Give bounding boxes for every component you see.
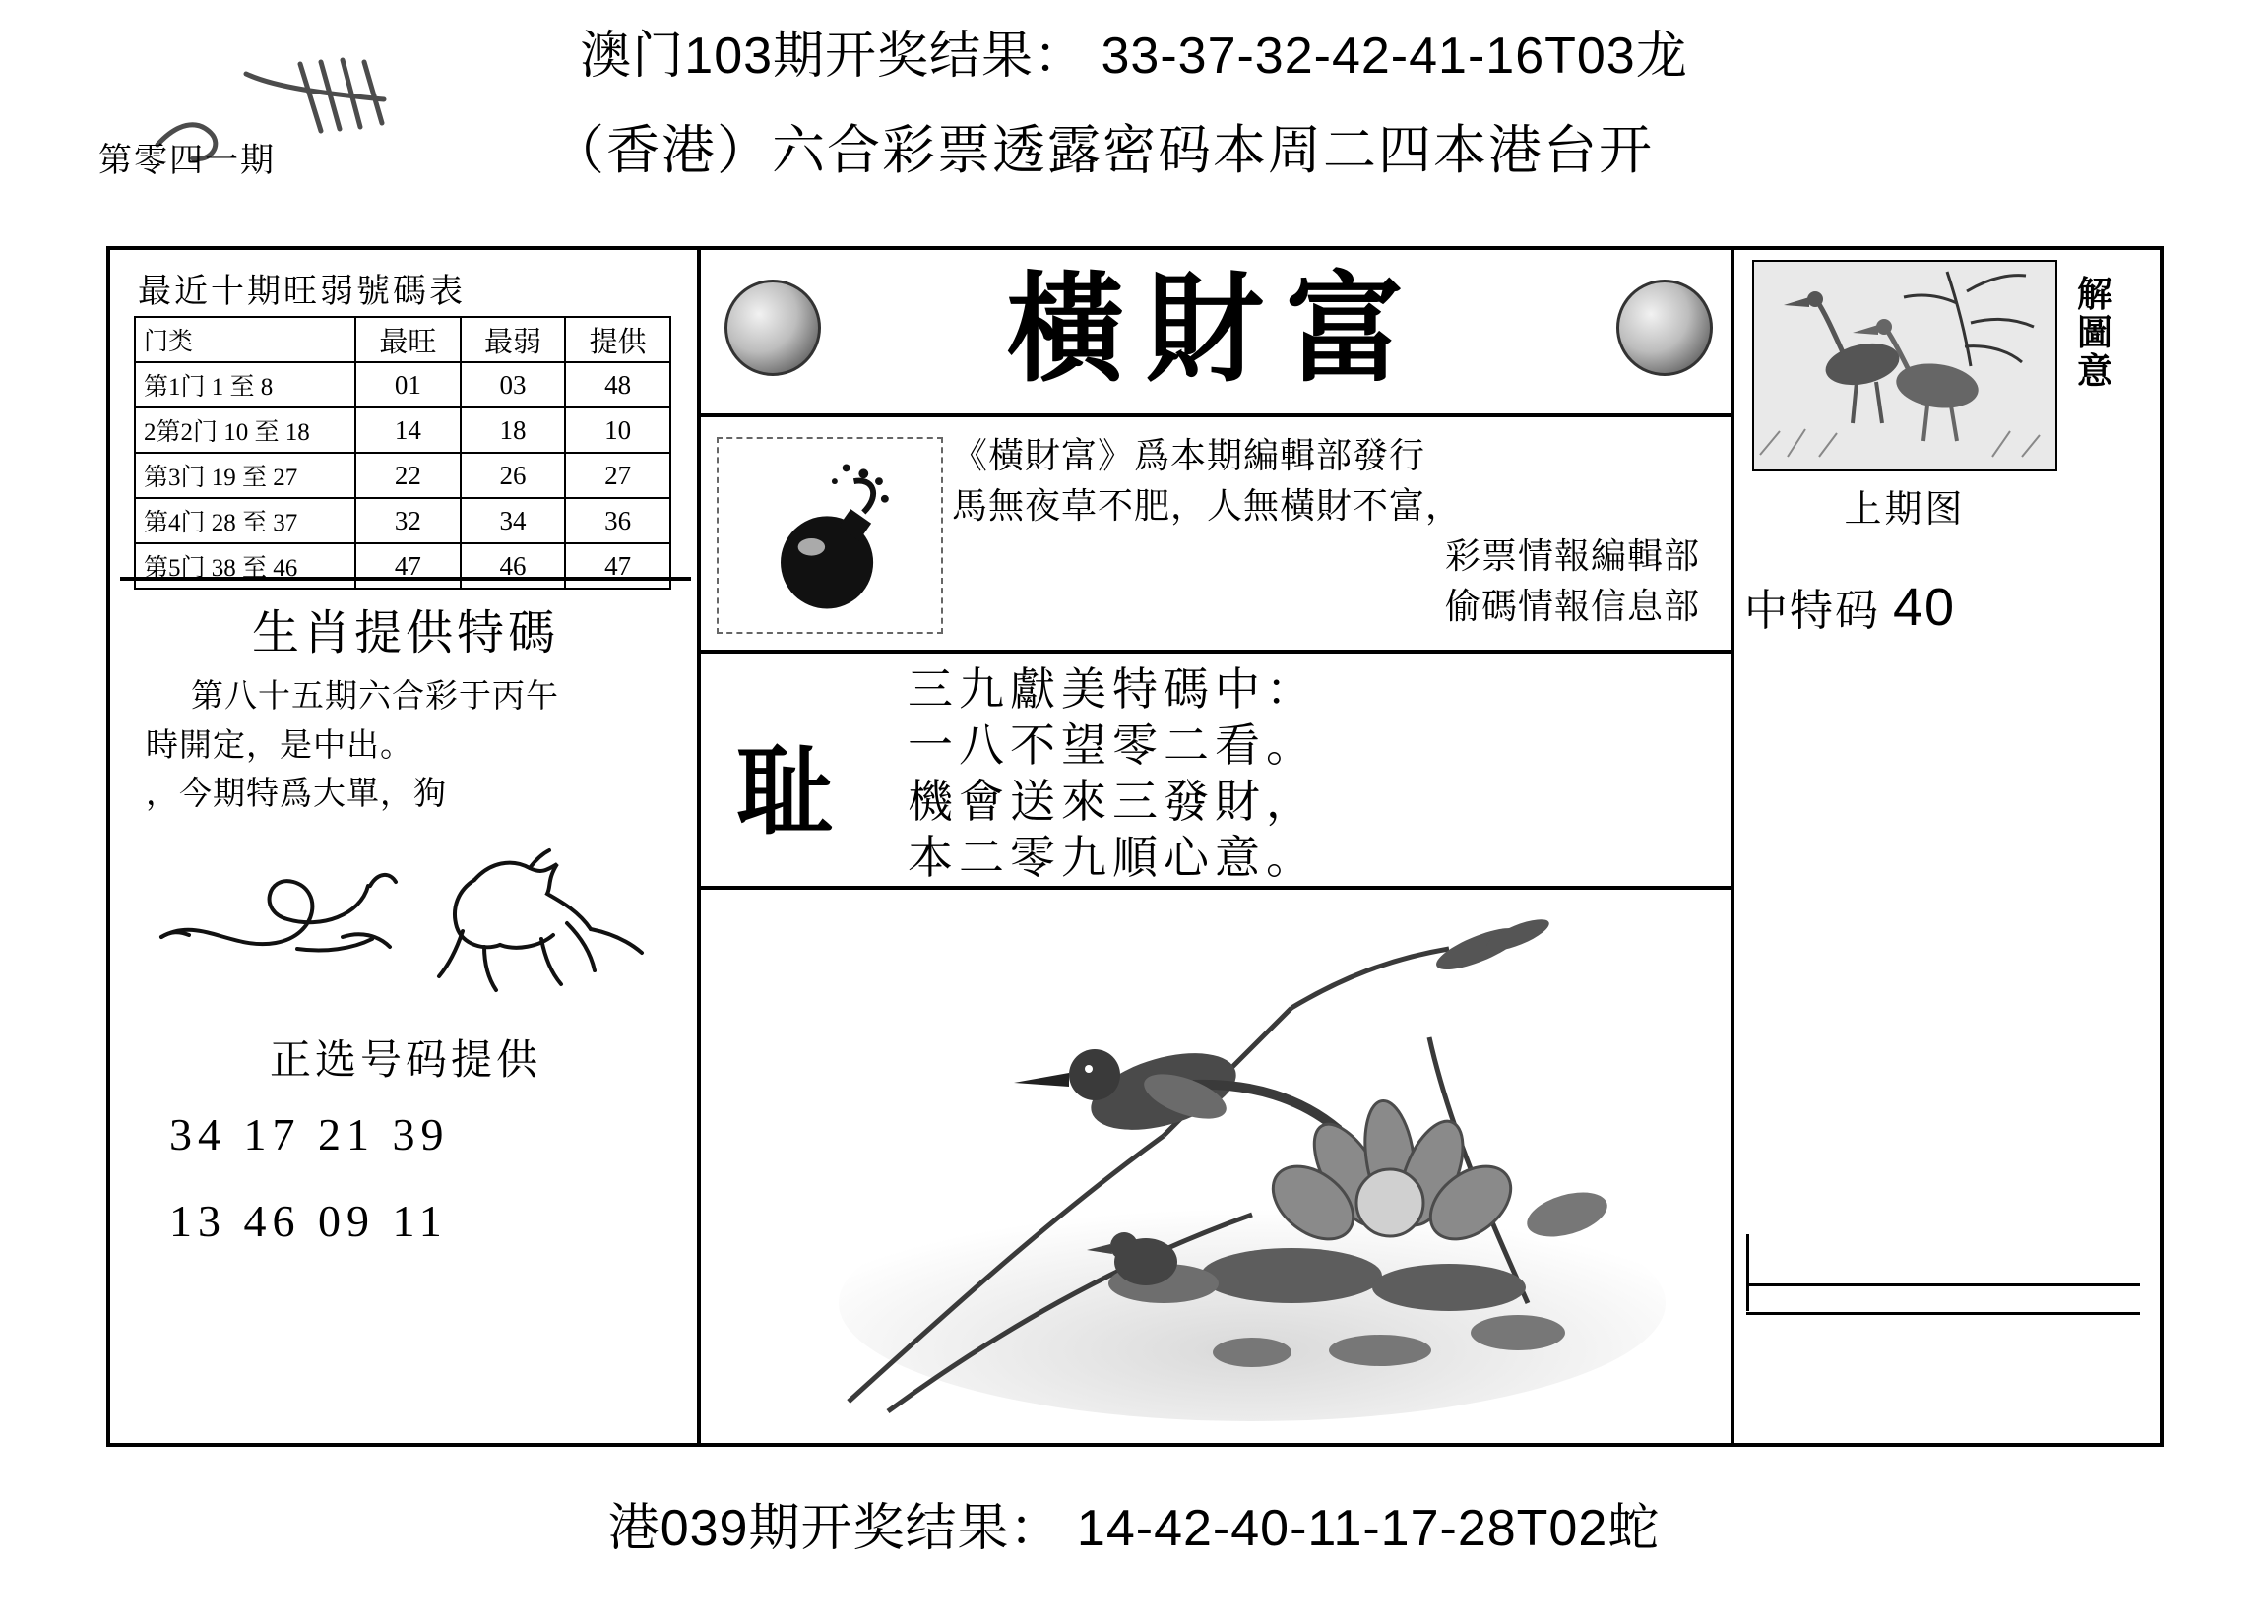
cell-hot: 14 (355, 407, 461, 453)
bomb-icon (719, 439, 941, 632)
verse-line-4: 本二零九順心意。 (908, 833, 1317, 884)
cell-hot: 01 (355, 362, 461, 407)
picks-heading: 正选号码提供 (269, 1038, 541, 1084)
cell-gate: 2第2门 10 至 18 (135, 407, 355, 453)
special-label: 中特码 (1744, 587, 1880, 635)
table-row (135, 407, 670, 453)
top-result-line: 澳门103期开奖结果： 33-37-32-42-41-16T03龙 (580, 28, 1688, 85)
left-column (110, 250, 701, 1443)
verse-line-3: 機會送來三發財， (908, 777, 1317, 828)
zodiac-line-2: 時開定，是中出。 (146, 727, 413, 764)
zodiac-line-3: ，今期特爲大單，狗 (146, 777, 447, 812)
slogan-line-3: 彩票情報編輯部 (1444, 536, 1700, 577)
verse-section (701, 654, 1731, 890)
slogan-line-2: 馬無夜草不肥，人無橫財不富， (952, 486, 1463, 527)
cell-cold: 34 (461, 498, 566, 543)
verse-keyword: 耻 (736, 735, 834, 848)
cell-hot: 47 (355, 543, 461, 589)
cell-cold: 03 (461, 362, 566, 407)
main-title: 橫財富 (1006, 260, 1425, 399)
zodiac-paragraph (146, 673, 677, 820)
interpretation-label: 解圖意 (2076, 274, 2112, 392)
cell-cold: 26 (461, 453, 566, 498)
col-cold: 最弱 (461, 317, 566, 362)
col-hot: 最旺 (355, 317, 461, 362)
table-row (135, 453, 670, 498)
special-number-row (1744, 575, 2158, 638)
stats-table (134, 316, 671, 590)
cell-gate: 第5门 38 至 46 (135, 543, 355, 589)
verse-line-1: 三九獻美特碼中： (908, 664, 1317, 715)
slogan-line-4: 偷碼情報信息部 (1444, 587, 1700, 627)
cell-give: 10 (565, 407, 670, 453)
cell-hot: 22 (355, 453, 461, 498)
stats-table-section (120, 256, 691, 581)
table-row (135, 362, 670, 407)
table-row (135, 498, 670, 543)
table-row (135, 543, 670, 589)
cell-give: 36 (565, 498, 670, 543)
cell-cold: 18 (461, 407, 566, 453)
cell-gate: 第3门 19 至 27 (135, 453, 355, 498)
table-header-row (135, 317, 670, 362)
verse-line-2: 一八不望零二看。 (908, 720, 1317, 772)
middle-column (701, 250, 1734, 1443)
snake-horse-icon (150, 821, 671, 1008)
cell-hot: 32 (355, 498, 461, 543)
zodiac-line-1: 第八十五期六合彩于丙午 (191, 679, 559, 715)
slogan-text (952, 431, 1720, 632)
cell-gate: 第1门 1 至 8 (135, 362, 355, 407)
picks-row-2: 13 46 09 11 (169, 1196, 448, 1246)
bottom-rule (1746, 1283, 2140, 1315)
bomb-frame (717, 437, 943, 634)
zodiac-heading: 生肖提供特碼 (251, 607, 559, 659)
cranes-illustration (1752, 260, 2057, 471)
cell-give: 48 (565, 362, 670, 407)
col-gate: 门类 (135, 317, 355, 362)
stats-title: 最近十期旺弱號碼表 (138, 274, 466, 310)
slogan-line-1: 《橫財富》爲本期編輯部發行 (952, 436, 1426, 475)
cell-gate: 第4门 28 至 37 (135, 498, 355, 543)
picks-row-1: 34 17 21 39 (169, 1109, 450, 1159)
title-banner (701, 250, 1731, 417)
special-number: 40 (1893, 578, 1957, 637)
slogan-section (701, 417, 1731, 654)
lotus-kingfisher-illustration (701, 890, 1731, 1443)
previous-issue-caption: 上期图 (1844, 489, 1966, 531)
verse-lines (908, 661, 1317, 886)
cell-give: 27 (565, 453, 670, 498)
cell-cold: 46 (461, 543, 566, 589)
col-give: 提供 (565, 317, 670, 362)
issue-label: 第零四一期 (98, 143, 276, 179)
cell-give: 47 (565, 543, 670, 589)
right-column (1734, 250, 2164, 1443)
bottom-result-line: 港039期开奖结果： 14-42-40-11-17-28T02蛇 (607, 1500, 1661, 1557)
sub-title: （香港）六合彩票透露密码本周二四本港台开 (551, 121, 1654, 180)
main-frame (106, 246, 2164, 1447)
